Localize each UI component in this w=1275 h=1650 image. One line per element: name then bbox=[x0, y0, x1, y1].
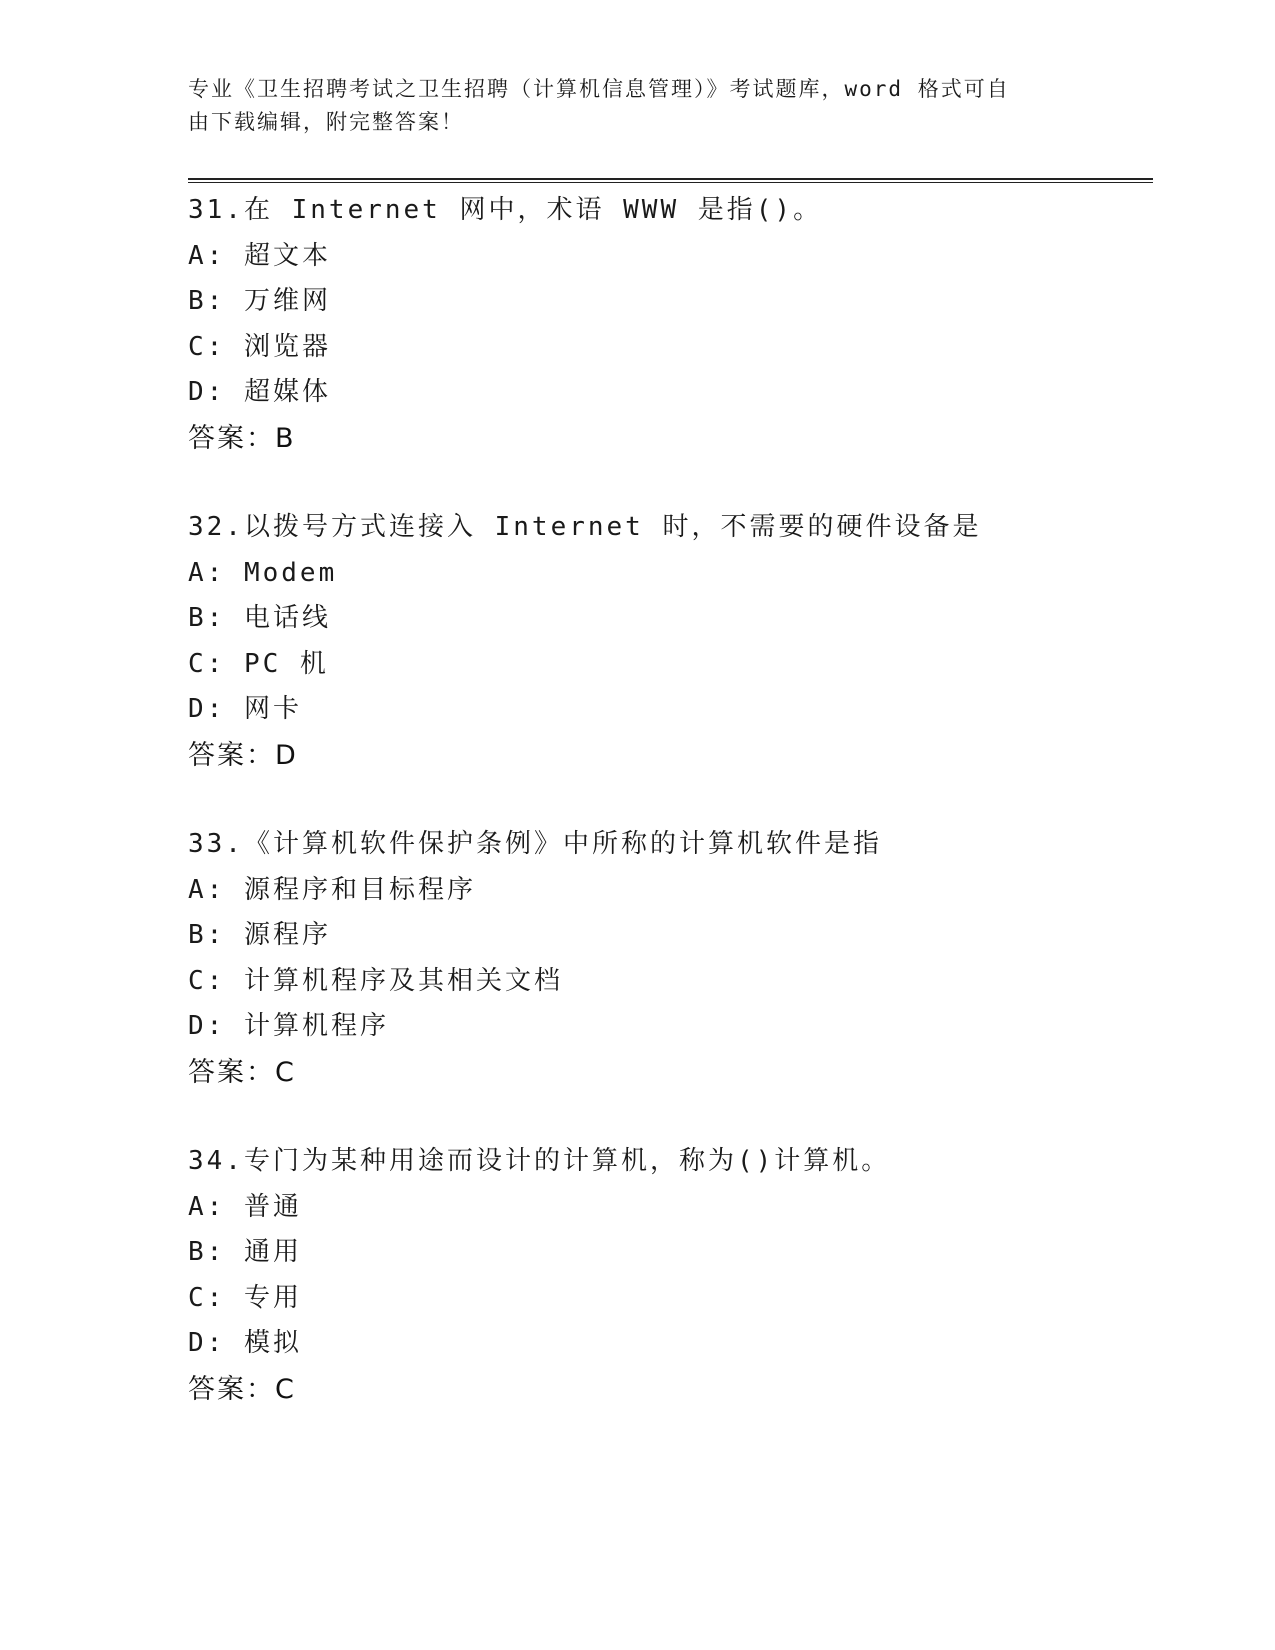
question-stem: 31.在 Internet 网中，术语 WWW 是指()。 bbox=[188, 195, 823, 225]
option-c: C: 浏览器 bbox=[188, 331, 331, 362]
header-divider bbox=[188, 178, 1153, 183]
option-c: C: PC 机 bbox=[188, 648, 329, 679]
question-31 bbox=[188, 188, 1153, 461]
option-a: A: 源程序和目标程序 bbox=[188, 874, 476, 905]
answer-line: 答案：C bbox=[188, 1373, 296, 1405]
option-b: B: 通用 bbox=[188, 1237, 302, 1267]
option-a: A: 普通 bbox=[188, 1191, 302, 1222]
option-b: B: 万维网 bbox=[188, 286, 331, 316]
option-b: B: 源程序 bbox=[188, 920, 331, 950]
question-34 bbox=[188, 1139, 1153, 1412]
option-d: D: 网卡 bbox=[188, 694, 302, 724]
header-line-1: 专业《卫生招聘考试之卫生招聘（计算机信息管理）》考试题库，word 格式可自 bbox=[188, 77, 1010, 101]
header-line-2: 由下载编辑，附完整答案！ bbox=[188, 110, 464, 134]
option-c: C: 专用 bbox=[188, 1282, 302, 1313]
question-stem: 32.以拨号方式连接入 Internet 时，不需要的硬件设备是 bbox=[188, 512, 982, 542]
option-d: D: 超媒体 bbox=[188, 377, 331, 407]
option-d: D: 模拟 bbox=[188, 1328, 302, 1358]
option-b: B: 电话线 bbox=[188, 603, 331, 633]
answer-line: 答案：D bbox=[188, 739, 298, 771]
option-a: A: 超文本 bbox=[188, 240, 331, 271]
answer-line: 答案：B bbox=[188, 422, 296, 454]
question-33 bbox=[188, 822, 1153, 1095]
option-d: D: 计算机程序 bbox=[188, 1011, 389, 1041]
answer-line: 答案：C bbox=[188, 1056, 296, 1088]
question-32 bbox=[188, 505, 1153, 778]
question-list bbox=[188, 188, 1153, 1456]
question-stem: 33.《计算机软件保护条例》中所称的计算机软件是指 bbox=[188, 829, 882, 859]
question-stem: 34.专门为某种用途而设计的计算机，称为()计算机。 bbox=[188, 1146, 891, 1176]
option-c: C: 计算机程序及其相关文档 bbox=[188, 965, 563, 996]
document-header bbox=[188, 73, 1068, 139]
option-a: A: Modem bbox=[188, 557, 338, 588]
